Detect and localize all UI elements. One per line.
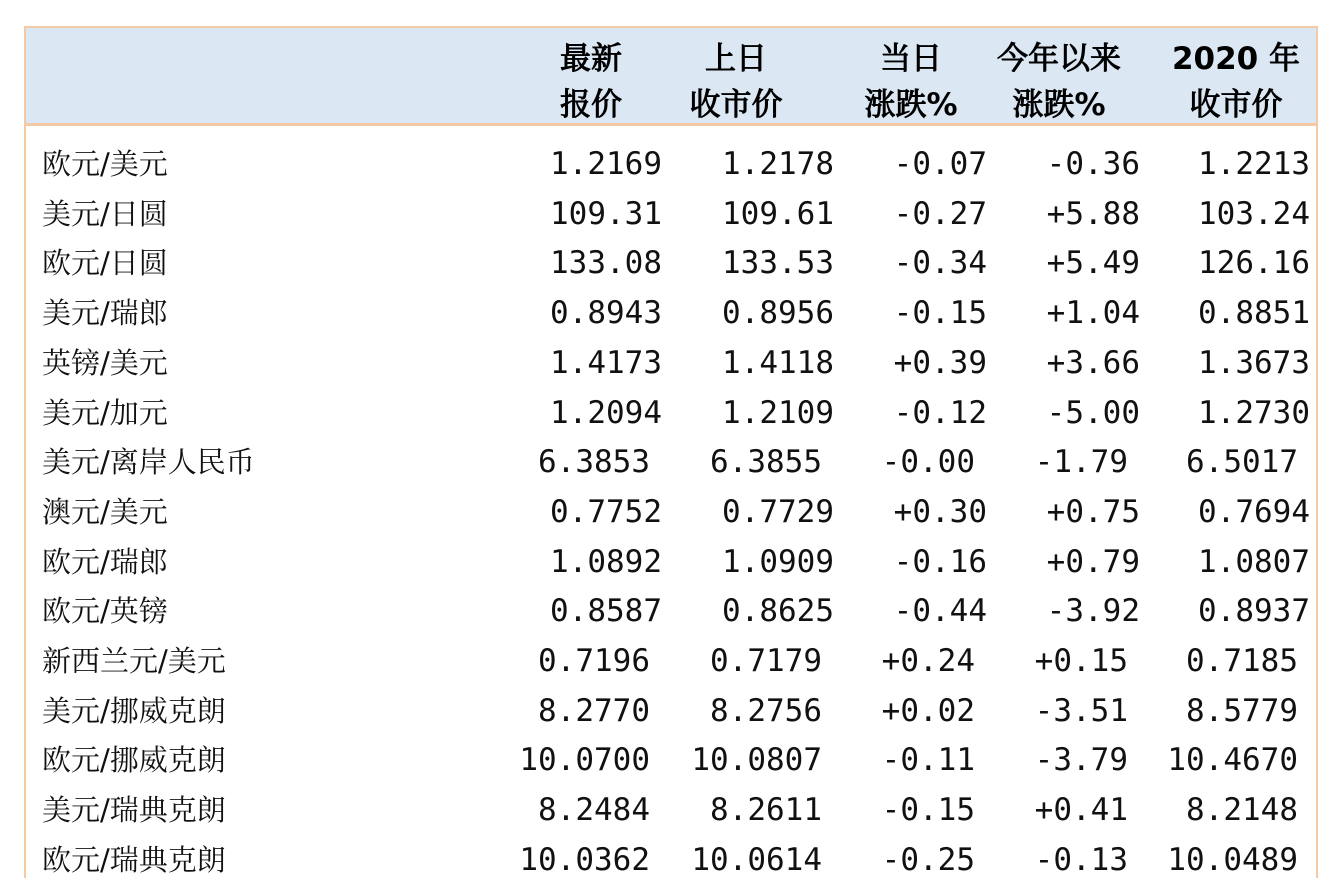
- cell-close-2020: 0.7694: [1198, 493, 1310, 530]
- table-row: [26, 188, 1316, 238]
- cell-latest: 10.0362: [519, 841, 650, 878]
- header-latest: [541, 36, 641, 128]
- cell-day-chg: -0.34: [893, 245, 987, 282]
- cell-close-2020: 0.7185: [1186, 643, 1298, 679]
- header-ytd-change-line1: 今年以来: [997, 41, 1121, 77]
- currency-pair-label: 欧元/瑞典克朗: [42, 842, 226, 877]
- cell-day-chg: -0.15: [881, 792, 975, 829]
- table-row: [26, 237, 1316, 287]
- cell-latest: 8.2484: [538, 792, 650, 829]
- cell-close-2020: 1.3673: [1198, 344, 1310, 381]
- cell-close-2020: 10.4670: [1167, 742, 1298, 779]
- header-latest-line1: 最新: [560, 41, 622, 77]
- currency-pair-label: 新西兰元/美元: [42, 644, 226, 678]
- header-prev-close-line1: 上日: [705, 41, 767, 77]
- table-row: [26, 337, 1316, 387]
- currency-pair-label: 美元/挪威克朗: [42, 693, 226, 728]
- cell-day-chg: -0.07: [893, 146, 987, 182]
- cell-latest: 0.8943: [550, 295, 662, 332]
- cell-close-2020: 8.5779: [1186, 692, 1298, 729]
- cell-prev-close: 8.2611: [710, 792, 822, 829]
- cell-latest: 0.8587: [550, 593, 662, 630]
- table-row: [26, 635, 1316, 685]
- cell-close-2020: 103.24: [1198, 195, 1310, 232]
- cell-prev-close: 8.2756: [710, 692, 822, 729]
- header-prev-close: [676, 36, 796, 128]
- table-row: [26, 834, 1316, 884]
- table-row: [26, 287, 1316, 337]
- header-day-change-line1: 当日: [880, 41, 942, 77]
- cell-close-2020: 0.8851: [1198, 295, 1310, 332]
- header-ytd-change-line2: 涨跌%: [1012, 87, 1106, 123]
- cell-prev-close: 0.7179: [710, 643, 822, 679]
- cell-latest: 1.0892: [550, 543, 662, 580]
- currency-pair-label: 英镑/美元: [42, 345, 168, 380]
- table-row: [26, 585, 1316, 635]
- cell-close-2020: 1.2730: [1198, 394, 1310, 431]
- cell-close-2020: 1.2213: [1198, 146, 1310, 182]
- cell-ytd-chg: -5.00: [1046, 394, 1140, 431]
- currency-pair-label: 澳元/美元: [42, 494, 168, 529]
- table-row: [26, 436, 1316, 486]
- cell-ytd-chg: +3.66: [1046, 344, 1140, 381]
- cell-day-chg: +0.39: [893, 344, 987, 381]
- currency-pair-label: 美元/加元: [42, 395, 168, 430]
- cell-ytd-chg: +0.41: [1034, 792, 1128, 829]
- cell-day-chg: -0.16: [893, 543, 987, 580]
- cell-ytd-chg: -1.79: [1034, 444, 1128, 481]
- cell-prev-close: 10.0807: [691, 742, 822, 779]
- cell-ytd-chg: +1.04: [1046, 295, 1140, 332]
- cell-ytd-chg: +5.49: [1046, 245, 1140, 282]
- cell-ytd-chg: +5.88: [1046, 195, 1140, 232]
- header-close-2020: [1166, 36, 1306, 128]
- cell-latest: 6.3853: [538, 444, 650, 481]
- cell-ytd-chg: +0.75: [1046, 493, 1140, 530]
- cell-prev-close: 1.2178: [722, 146, 834, 182]
- header-prev-close-line2: 收市价: [689, 87, 783, 123]
- cell-ytd-chg: -3.79: [1034, 742, 1128, 779]
- table-row: [26, 734, 1316, 784]
- cell-close-2020: 10.0489: [1167, 841, 1298, 878]
- header-latest-line2: 报价: [560, 87, 622, 123]
- cell-latest: 0.7752: [550, 493, 662, 530]
- cell-day-chg: -0.27: [893, 195, 987, 232]
- cell-ytd-chg: +0.15: [1034, 643, 1128, 679]
- cell-prev-close: 1.4118: [722, 344, 834, 381]
- table-row: [26, 784, 1316, 834]
- cell-day-chg: -0.25: [881, 841, 975, 878]
- cell-prev-close: 6.3855: [710, 444, 822, 481]
- cell-prev-close: 0.8956: [722, 295, 834, 332]
- cell-prev-close: 0.8625: [722, 593, 834, 630]
- cell-prev-close: 109.61: [722, 195, 834, 232]
- currency-pair-label: 欧元/英镑: [42, 594, 168, 629]
- cell-day-chg: +0.24: [881, 643, 975, 679]
- cell-close-2020: 6.5017: [1186, 444, 1298, 481]
- cell-latest: 109.31: [550, 195, 662, 232]
- cell-prev-close: 1.2109: [722, 394, 834, 431]
- cell-latest: 8.2770: [538, 692, 650, 729]
- cell-ytd-chg: -0.13: [1034, 841, 1128, 878]
- currency-pair-label: 美元/日圆: [42, 196, 168, 231]
- fx-quote-table: [24, 26, 1318, 878]
- cell-ytd-chg: -3.51: [1034, 692, 1128, 729]
- cell-ytd-chg: +0.79: [1046, 543, 1140, 580]
- cell-prev-close: 1.0909: [722, 543, 834, 580]
- cell-day-chg: +0.30: [893, 493, 987, 530]
- table-row: [26, 138, 1316, 188]
- cell-day-chg: -0.44: [893, 593, 987, 630]
- currency-pair-label: 美元/瑞典克朗: [42, 793, 226, 828]
- cell-close-2020: 1.0807: [1198, 543, 1310, 580]
- table-row: [26, 387, 1316, 437]
- cell-close-2020: 126.16: [1198, 245, 1310, 282]
- cell-day-chg: -0.15: [893, 295, 987, 332]
- currency-pair-label: 美元/离岸人民币: [42, 445, 255, 480]
- header-day-change: [856, 36, 966, 128]
- cell-ytd-chg: -0.36: [1046, 146, 1140, 182]
- cell-latest: 0.7196: [538, 643, 650, 679]
- table-row: [26, 536, 1316, 586]
- cell-prev-close: 10.0614: [691, 841, 822, 878]
- cell-latest: 133.08: [550, 245, 662, 282]
- currency-pair-label: 欧元/美元: [42, 147, 168, 181]
- cell-latest: 1.2094: [550, 394, 662, 431]
- cell-day-chg: -0.11: [881, 742, 975, 779]
- currency-pair-label: 欧元/挪威克朗: [42, 743, 226, 778]
- cell-latest: 10.0700: [519, 742, 650, 779]
- header-day-change-line2: 涨跌%: [864, 87, 958, 123]
- currency-pair-label: 欧元/日圆: [42, 246, 168, 281]
- cell-day-chg: -0.00: [881, 444, 975, 481]
- table-row: [26, 685, 1316, 735]
- currency-pair-label: 美元/瑞郎: [42, 296, 168, 331]
- cell-day-chg: -0.12: [893, 394, 987, 431]
- cell-prev-close: 0.7729: [722, 493, 834, 530]
- table-header: [26, 28, 1316, 126]
- table-row: [26, 486, 1316, 536]
- currency-pair-label: 欧元/瑞郎: [42, 544, 168, 579]
- cell-latest: 1.4173: [550, 344, 662, 381]
- cell-latest: 1.2169: [550, 146, 662, 182]
- cell-day-chg: +0.02: [881, 692, 975, 729]
- header-close-2020-line2: 收市价: [1189, 87, 1283, 123]
- header-ytd-change: [984, 36, 1134, 128]
- header-close-2020-line1: 2020 年: [1171, 41, 1301, 77]
- cell-prev-close: 133.53: [722, 245, 834, 282]
- cell-ytd-chg: -3.92: [1046, 593, 1140, 630]
- cell-close-2020: 0.8937: [1198, 593, 1310, 630]
- cell-close-2020: 8.2148: [1186, 792, 1298, 829]
